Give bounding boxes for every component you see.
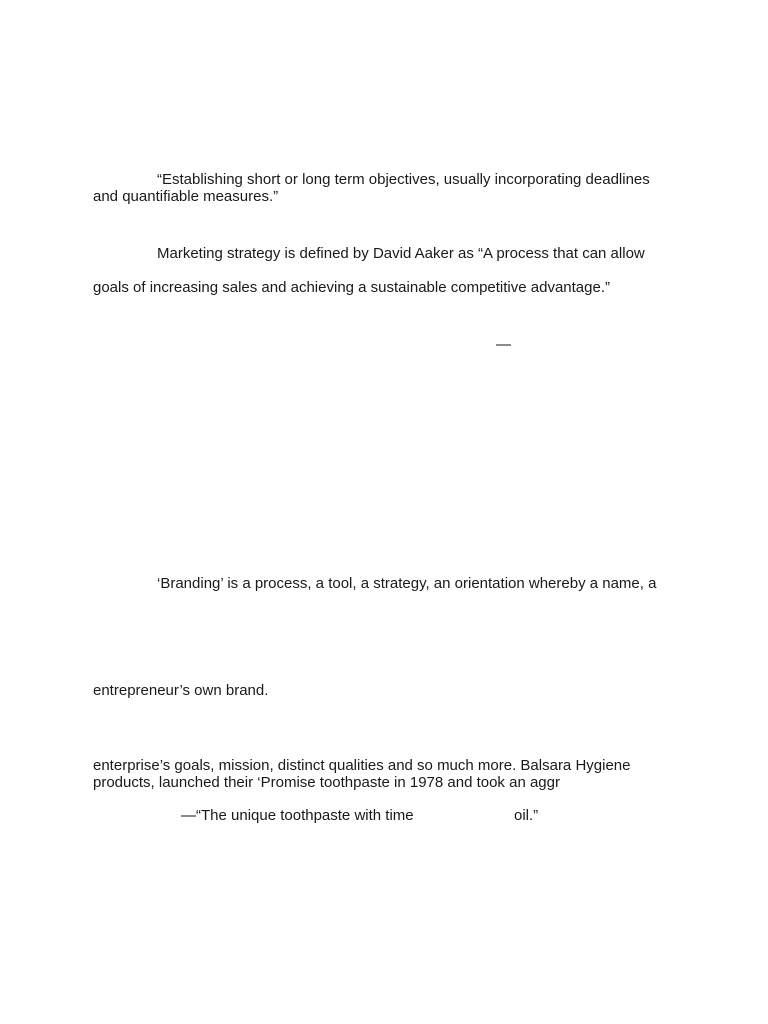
text-line-3: Marketing strategy is defined by David Aaker as “A process that can allow (157, 245, 645, 262)
text-line-5: ‘Branding’ is a process, a tool, a strategy, an orientation whereby a name, a (157, 575, 657, 592)
text-line-10: oil.” (514, 807, 539, 824)
em-dash: — (496, 336, 511, 353)
text-line-8: products, launched their ‘Promise toothpaste in 1978 and took an aggr (93, 774, 560, 791)
text-line-6: entrepreneur’s own brand. (93, 682, 269, 699)
text-line-2: and quantifiable measures.” (93, 188, 279, 205)
text-line-7: enterprise’s goals, mission, distinct qualities and so much more. Balsara Hygiene (93, 757, 631, 774)
text-line-1: “Establishing short or long term objectives, usually incorporating deadlines (157, 171, 650, 188)
text-line-4: goals of increasing sales and achieving a sustainable competitive advantage.” (93, 279, 610, 296)
text-line-9: —“The unique toothpaste with time (181, 807, 414, 824)
